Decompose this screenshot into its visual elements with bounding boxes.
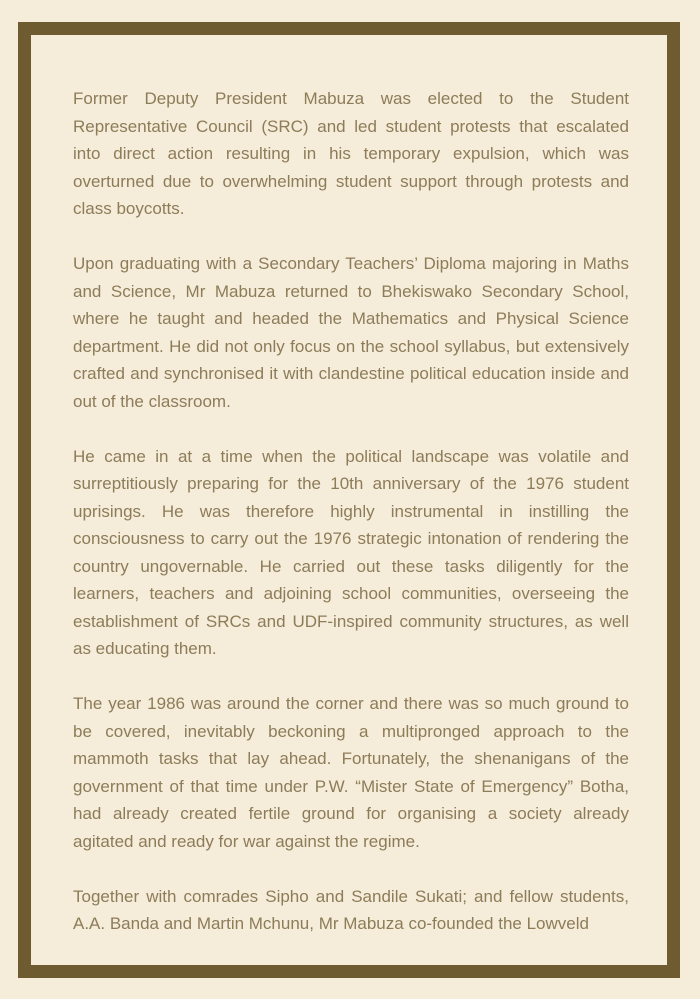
paragraph: He came in at a time when the political landscape was volatile and surreptitiously preparing for the 10th anniversary of the 1976 student uprisings. He was therefore highly instrumental in instilling the consciousness to carry out the 1976 strategic intonation of rendering the country ungovernable. He carried out these tasks diligently for the learners, teachers and adjoining school communities, overseeing the establishment of SRCs and UDF-inspired community structures, as well as educating them. xyxy=(73,446,629,658)
paragraph: Upon graduating with a Secondary Teachers’ Diploma majoring in Maths and Science, Mr Mabuza returned to Bhekiswako Secondary School, where he taught and headed the Mathematics and Physical Science department. He did not only focus on the school syllabus, but extensively crafted and synchronised it with clandestine political education inside and out of the classroom. xyxy=(73,254,629,411)
paragraph: The year 1986 was around the corner and there was so much ground to be covered, inevitably beckoning a multipronged approach to the mammoth tasks that lay ahead. Fortunately, the shenanigans of the government of that time under P.W. “Mister State of Emergency” Botha, had already created fertile ground for organising a society already agitated and ready for war against the regime. xyxy=(73,694,629,851)
paragraph: Together with comrades Sipho and Sandile Sukati; and fellow students, A.A. Banda and Martin Mchunu, Mr Mabuza co-founded the Lowveld xyxy=(73,886,629,933)
paragraph: Former Deputy President Mabuza was elected to the Student Representative Council (SRC) and led student protests that escalated into direct action resulting in his temporary expulsion, which was overturned due to overwhelming student support through protests and class boycotts. xyxy=(73,89,629,218)
document-body xyxy=(73,85,629,965)
